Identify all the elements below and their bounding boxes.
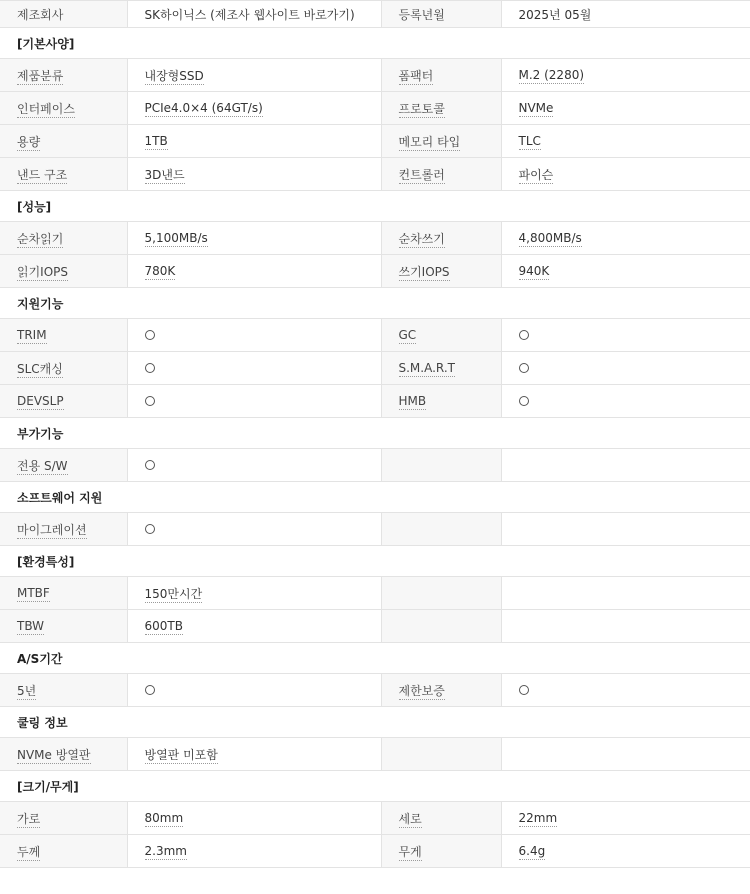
spec-label-text[interactable]: NVMe 방열판: [17, 747, 91, 762]
section-title: [기본사양]: [0, 28, 750, 59]
spec-row: [0, 513, 750, 546]
spec-label-text[interactable]: 순차읽기: [17, 231, 64, 246]
spec-value: [501, 802, 750, 835]
spec-value: [501, 835, 750, 868]
spec-value: [501, 577, 750, 610]
spec-label-text[interactable]: DEVSLP: [17, 394, 64, 408]
spec-row: [0, 835, 750, 868]
spec-value-text: 파이슨: [518, 167, 554, 182]
spec-value: [501, 158, 750, 191]
spec-value: [127, 255, 381, 288]
spec-label: [0, 674, 127, 707]
spec-value: [501, 1, 750, 28]
spec-label: [0, 352, 127, 385]
spec-value-text: PCIe4.0×4 (64GT/s): [144, 101, 263, 115]
spec-label: [381, 222, 501, 255]
spec-label: [0, 255, 127, 288]
spec-value-text: 내장형SSD: [144, 68, 204, 83]
spec-value: [127, 319, 381, 352]
spec-value: [501, 674, 750, 707]
spec-row-manufacturer: [0, 1, 750, 28]
supported-circle-icon: [145, 685, 155, 695]
spec-value: [501, 385, 750, 418]
spec-label: [381, 92, 501, 125]
spec-table-body: [0, 1, 750, 868]
spec-label-text[interactable]: 세로: [398, 811, 422, 826]
spec-label: [0, 802, 127, 835]
spec-value-text: 780K: [144, 264, 176, 278]
spec-value: [501, 610, 750, 643]
supported-circle-icon: [145, 363, 155, 373]
section-header: [0, 707, 750, 738]
spec-value-text: 22mm: [518, 811, 558, 825]
spec-value: [127, 385, 381, 418]
spec-value-text: 2.3mm: [144, 844, 187, 858]
spec-value-text: 940K: [518, 264, 550, 278]
spec-label: [381, 319, 501, 352]
spec-value-text: 1TB: [144, 134, 168, 148]
spec-label: [0, 513, 127, 546]
spec-label: [0, 738, 127, 771]
section-title: 쿨링 정보: [0, 707, 750, 738]
spec-label-text[interactable]: TRIM: [17, 328, 47, 342]
spec-row: [0, 449, 750, 482]
spec-label: [0, 385, 127, 418]
spec-row: [0, 92, 750, 125]
spec-row: [0, 352, 750, 385]
section-header: [0, 546, 750, 577]
spec-row: [0, 319, 750, 352]
spec-label-text[interactable]: 전용 S/W: [17, 458, 68, 473]
spec-value: [501, 738, 750, 771]
section-title: [크기/무게]: [0, 771, 750, 802]
spec-value: [501, 255, 750, 288]
spec-label: [381, 449, 501, 482]
spec-label-text[interactable]: TBW: [17, 619, 44, 633]
section-header: [0, 771, 750, 802]
spec-label-text[interactable]: 컨트롤러: [398, 167, 445, 182]
supported-circle-icon: [519, 685, 529, 695]
spec-label-text[interactable]: 두께: [17, 844, 41, 859]
spec-label-text[interactable]: 제품분류: [17, 68, 64, 83]
spec-value-text: TLC: [518, 134, 541, 148]
spec-row: [0, 222, 750, 255]
spec-label: [0, 222, 127, 255]
manufacturer-link[interactable]: SK하이닉스 (제조사 웹사이트 바로가기): [144, 7, 355, 22]
spec-value-text: 3D낸드: [144, 167, 185, 182]
spec-value: [501, 449, 750, 482]
spec-value: [501, 513, 750, 546]
spec-value-text: 80mm: [144, 811, 184, 825]
spec-value: [127, 835, 381, 868]
spec-value-text: 5,100MB/s: [144, 231, 208, 245]
spec-label-text[interactable]: 가로: [17, 811, 41, 826]
supported-circle-icon: [145, 460, 155, 470]
section-title: 소프트웨어 지원: [0, 482, 750, 513]
spec-label: [0, 158, 127, 191]
section-header: [0, 418, 750, 449]
spec-value: [127, 577, 381, 610]
spec-value: [127, 59, 381, 92]
spec-label-text[interactable]: MTBF: [17, 586, 50, 600]
spec-label: [0, 449, 127, 482]
spec-label-text[interactable]: 메모리 타입: [398, 134, 461, 149]
spec-label-text[interactable]: GC: [398, 328, 417, 342]
spec-label: [381, 125, 501, 158]
spec-label-text[interactable]: 읽기IOPS: [17, 264, 69, 279]
spec-label: [381, 158, 501, 191]
section-header: [0, 288, 750, 319]
supported-circle-icon: [145, 524, 155, 534]
spec-row: [0, 158, 750, 191]
spec-value: [501, 352, 750, 385]
spec-value-text: 4,800MB/s: [518, 231, 582, 245]
spec-row: [0, 674, 750, 707]
spec-label-text[interactable]: 순차쓰기: [398, 231, 445, 246]
spec-row: [0, 802, 750, 835]
section-title: 지원기능: [0, 288, 750, 319]
spec-label-text[interactable]: HMB: [398, 394, 427, 408]
spec-label: [0, 1, 127, 28]
spec-value: [127, 513, 381, 546]
spec-label-text[interactable]: SLC캐싱: [17, 361, 63, 376]
spec-label: [381, 835, 501, 868]
spec-label: [381, 610, 501, 643]
spec-row: [0, 610, 750, 643]
spec-value: [127, 738, 381, 771]
spec-value: [127, 92, 381, 125]
spec-value-text: 150만시간: [144, 586, 203, 601]
spec-row: [0, 59, 750, 92]
spec-label: [0, 125, 127, 158]
spec-label-text[interactable]: S.M.A.R.T: [398, 361, 455, 375]
supported-circle-icon: [519, 330, 529, 340]
supported-circle-icon: [145, 396, 155, 406]
spec-value: [501, 319, 750, 352]
spec-value[interactable]: [127, 1, 381, 28]
spec-label-text[interactable]: 용량: [17, 134, 41, 149]
spec-label: [0, 59, 127, 92]
spec-label-text: 등록년월: [398, 7, 445, 22]
spec-label: [0, 319, 127, 352]
spec-label: [381, 385, 501, 418]
spec-value: [127, 125, 381, 158]
spec-value: [501, 59, 750, 92]
spec-value-text: 2025년 05월: [518, 7, 592, 22]
section-header: [0, 643, 750, 674]
supported-circle-icon: [519, 363, 529, 373]
spec-label-text[interactable]: 인터페이스: [17, 101, 75, 116]
spec-row: [0, 125, 750, 158]
section-header: [0, 482, 750, 513]
spec-value: [501, 92, 750, 125]
spec-value: [127, 802, 381, 835]
spec-label: [381, 1, 501, 28]
spec-value-text: 6.4g: [518, 844, 546, 858]
spec-label-text[interactable]: 쓰기IOPS: [398, 264, 450, 279]
section-header: [0, 191, 750, 222]
spec-label: [381, 255, 501, 288]
spec-label-text: 제조회사: [17, 7, 64, 22]
spec-label: [381, 59, 501, 92]
section-title: [성능]: [0, 191, 750, 222]
spec-label-text[interactable]: 낸드 구조: [17, 167, 68, 182]
spec-label-text[interactable]: 프로토콜: [398, 101, 445, 116]
section-title: [환경특성]: [0, 546, 750, 577]
spec-label: [0, 610, 127, 643]
spec-label: [381, 674, 501, 707]
section-title: 부가기능: [0, 418, 750, 449]
spec-label: [0, 92, 127, 125]
spec-row: [0, 255, 750, 288]
spec-value: [501, 125, 750, 158]
spec-value: [127, 674, 381, 707]
supported-circle-icon: [145, 330, 155, 340]
spec-value: [127, 610, 381, 643]
spec-value: [127, 158, 381, 191]
spec-label-text[interactable]: 폼팩터: [398, 68, 434, 83]
spec-value: [501, 222, 750, 255]
spec-value: [127, 352, 381, 385]
spec-value-text: M.2 (2280): [518, 68, 585, 82]
supported-circle-icon: [519, 396, 529, 406]
spec-label-text[interactable]: 5년: [17, 683, 37, 698]
spec-value-text: 600TB: [144, 619, 183, 633]
spec-value-text: 방열판 미포함: [144, 747, 218, 762]
spec-label: [381, 738, 501, 771]
spec-label: [381, 513, 501, 546]
spec-label-text[interactable]: 마이그레이션: [17, 522, 87, 537]
spec-label: [381, 577, 501, 610]
spec-label: [0, 835, 127, 868]
spec-row: [0, 577, 750, 610]
spec-label-text[interactable]: 제한보증: [398, 683, 445, 698]
spec-row: [0, 385, 750, 418]
section-title: A/S기간: [0, 643, 750, 674]
spec-label: [381, 802, 501, 835]
spec-value: [127, 449, 381, 482]
spec-row: [0, 738, 750, 771]
spec-value: [127, 222, 381, 255]
spec-value-text: NVMe: [518, 101, 554, 115]
spec-label-text[interactable]: 무게: [398, 844, 422, 859]
section-header: [0, 28, 750, 59]
spec-label: [381, 352, 501, 385]
spec-label: [0, 577, 127, 610]
